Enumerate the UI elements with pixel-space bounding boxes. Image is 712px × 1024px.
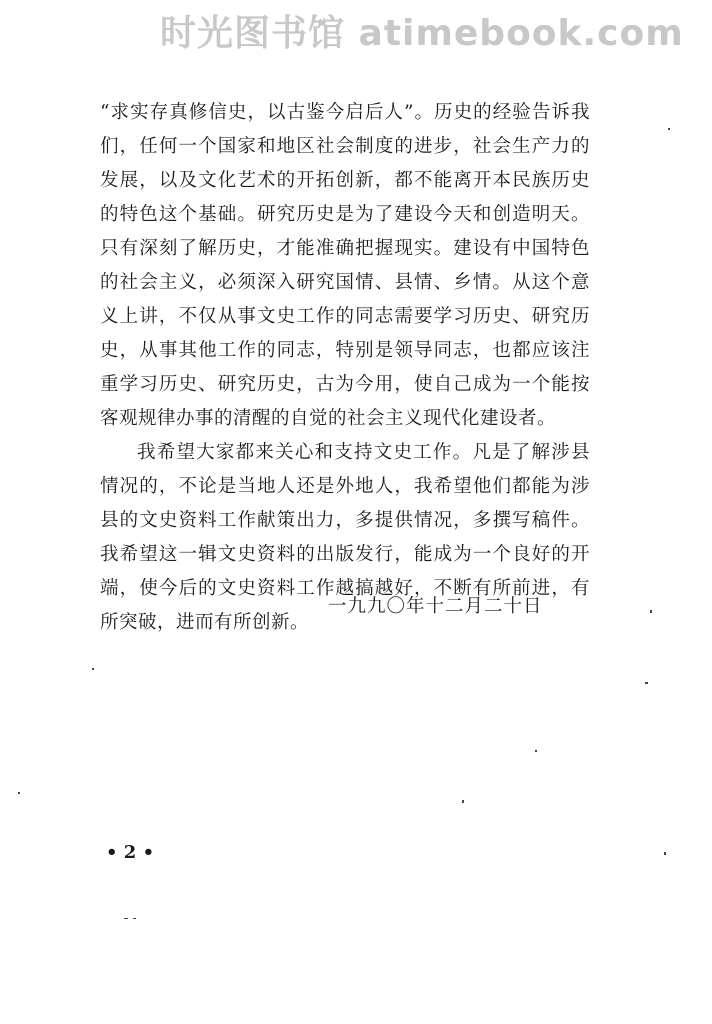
page-body	[100, 96, 590, 640]
scan-speck	[650, 610, 652, 613]
scan-speck	[645, 682, 648, 684]
watermark: 时光图书馆 atimebook.com	[160, 13, 684, 54]
scan-speck	[462, 800, 464, 803]
scan-speck	[92, 668, 94, 670]
scan-speck	[668, 128, 670, 130]
scan-speck	[664, 852, 666, 855]
scan-speck	[124, 918, 128, 919]
paragraph-2: 我希望大家都来关心和支持文史工作。凡是了解涉县情况的，不论是当地人还是外地人，我希望他们都能为涉县的文史资料工作献策出力，多提供情况，多撰写稿件。我希望这一辑文史资料的出版发行，能成为一个良好的开端，使今后的文史资料工作越搞越好，不断有所前进，有所突破，进而有所创新。	[100, 442, 590, 633]
scan-speck	[18, 792, 20, 794]
page-number: • 2 •	[106, 842, 155, 863]
paragraph-1: “求实存真修信史，以古鉴今启后人”。历史的经验告诉我们，任何一个国家和地区社会制度的进步，社会生产力的发展，以及文化艺术的开拓创新，都不能离开本民族历史的特色这个基础。研究历史是为了建设今天和创造明天。只有深刻了解历史，才能准确把握现实。建设有中国特色的社会主义，必须深入研究国情、县情、乡情。从这个意义上讲，不仅从事文史工作的同志需要学习历史、研究历史，从事其他工作的同志，特别是领导同志，也都应该注重学习历史、研究历史，古为今用，使自己成为一个能按客观规律办事的清醒的自觉的社会主义现代化建设者。	[100, 102, 590, 429]
date-line: 一九九〇年十二月二十日	[328, 596, 543, 617]
scan-speck	[535, 750, 537, 752]
scan-speck	[133, 918, 136, 919]
